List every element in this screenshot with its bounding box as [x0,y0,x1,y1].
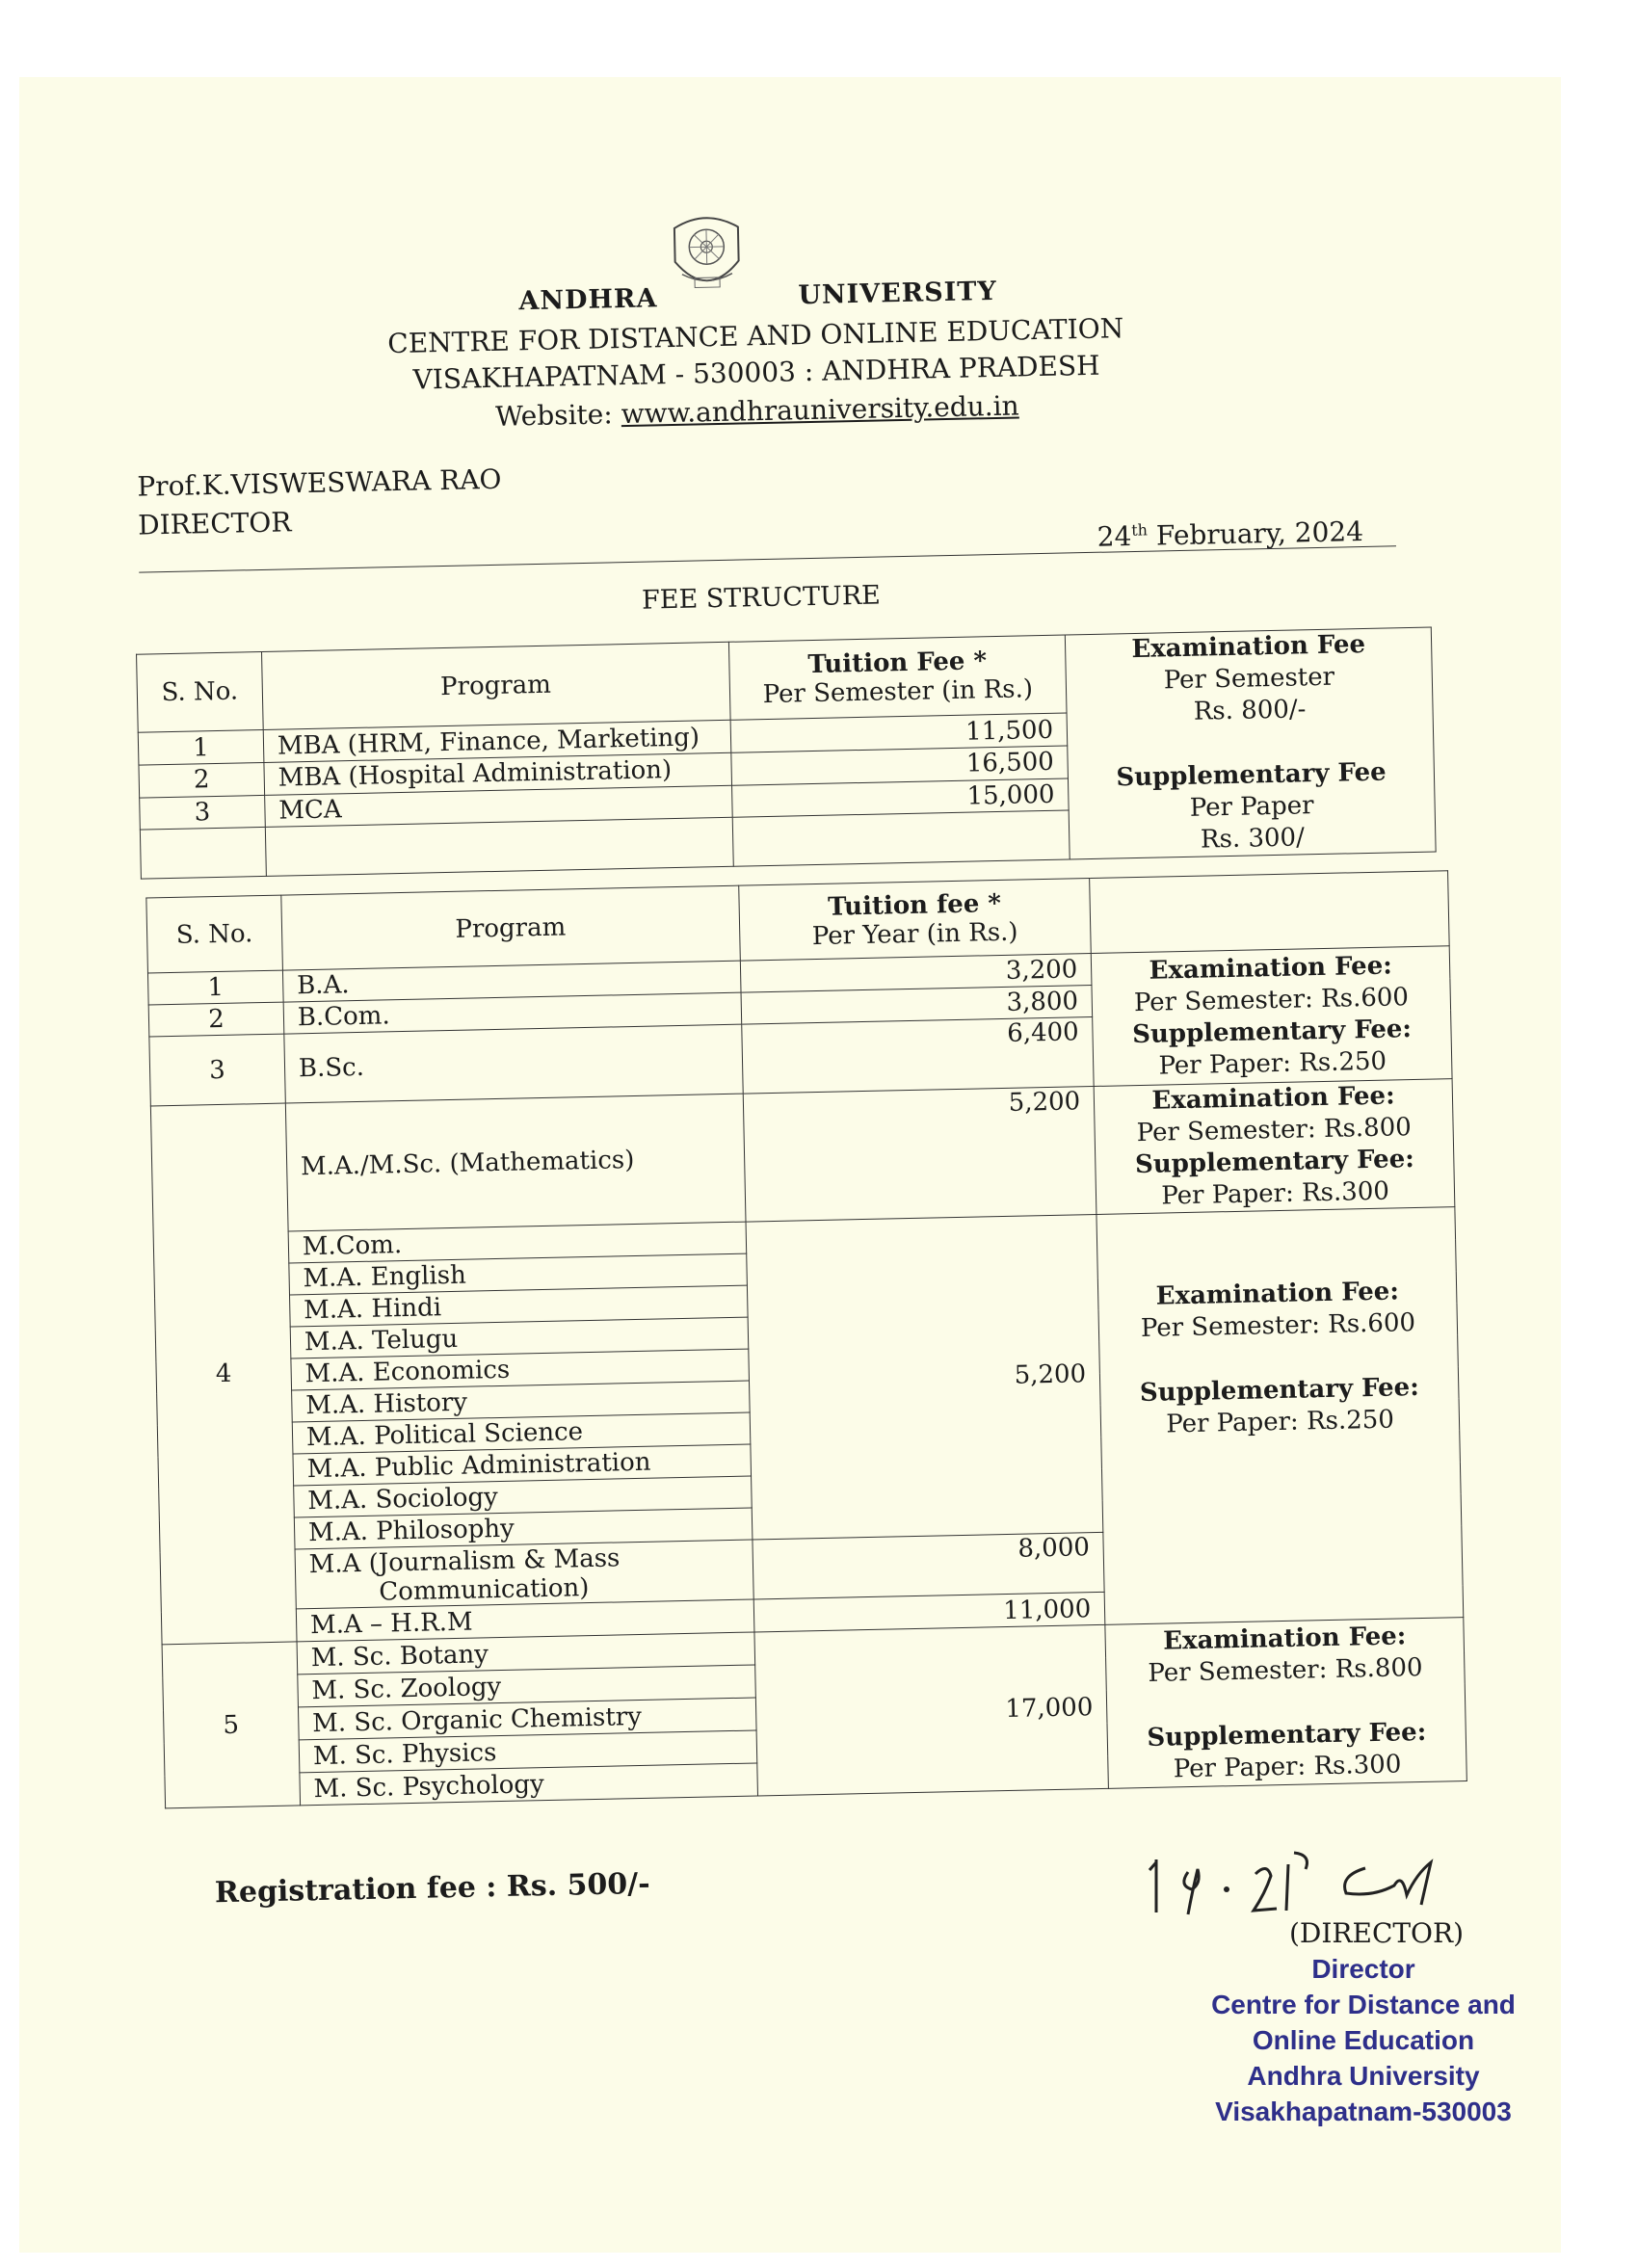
row-program: M.A. Telugu [290,1317,748,1358]
row-sno: 3 [149,1034,285,1106]
row-program: M.A – H.R.M [296,1599,753,1642]
header-tuition [728,635,1067,721]
exam-text: Per Semester: Rs.800 [1148,1652,1423,1688]
row-program: M. Sc. Zoology [298,1665,755,1707]
exam-per: Per Semester [1163,662,1335,696]
row-program: M.A. Public Administration [293,1444,751,1486]
tuition-sub: Per Semester (in Rs.) [762,674,1034,710]
row-program: M.A. Philosophy [294,1508,752,1549]
row-fee: 15,000 [731,778,1069,817]
ug-exam-fee-cell [1091,946,1452,1087]
maths-exam-fee-cell [1094,1079,1455,1215]
row-program: M.A. Sociology [294,1476,752,1517]
tuition-title: Tuition Fee * [807,646,988,680]
msc-exam-fee-cell [1105,1618,1466,1789]
row-fee: 3,200 [740,954,1092,993]
stamp-line: Andhra University [1247,2061,1480,2091]
row-fee: 11,000 [753,1592,1105,1632]
header-sno: S. No. [137,651,264,732]
row-program: MBA (Hospital Administration) [264,752,731,795]
supp-title: Supplementary Fee: [1131,1014,1413,1049]
sender-designation: DIRECTOR [137,506,292,541]
director-stamp [1151,1951,1575,2129]
exam-title: Examination Fee: [1149,950,1393,986]
tuition-sub: Per Year (in Rs.) [811,917,1018,951]
header-sno: S. No. [146,895,282,973]
exam-text: Per Semester: Rs.600 [1133,982,1410,1017]
stamp-line: Online Education [1252,2025,1475,2055]
row-fee: 8,000 [753,1532,1105,1599]
exam-title: Examination Fee: [1151,1081,1395,1116]
header-divider [139,545,1396,572]
row-sno: 3 [140,795,266,830]
exam-text: Per Semester: Rs.600 [1140,1307,1416,1343]
handwritten-signature [1142,1826,1508,1932]
supp-title: Supplementary Fee: [1134,1145,1415,1180]
centre-name: CENTRE FOR DISTANCE AND ONLINE EDUCATION [387,312,1124,360]
row-sno: 1 [138,730,264,765]
row-program: M. Sc. Organic Chemistry [298,1698,755,1740]
row-program: MBA (HRM, Finance, Marketing) [263,721,730,763]
exam-text: Per Semester: Rs.800 [1136,1113,1413,1148]
row-fee: 5,200 [743,1086,1096,1222]
exam-fee-cell [1066,627,1437,859]
row-program: M. Sc. Botany [297,1632,754,1675]
stamp-line: Centre for Distance and [1211,1990,1516,2019]
header-tuition [738,879,1091,962]
row-program: B.A. [282,961,740,1002]
date-day: 24 [1096,520,1132,553]
program-fee-table [145,870,1467,1808]
supp-text: Per Paper: Rs.250 [1158,1046,1387,1081]
journalism-line2: Communication) [379,1572,590,1607]
supp-title: Supplementary Fee: [1147,1717,1427,1753]
registration-fee: Registration fee : Rs. 500/- [214,1866,650,1911]
row-fee: 3,800 [741,986,1093,1025]
row-fee: 11,500 [730,713,1068,752]
journalism-line1: M.A (Journalism & Mass [308,1543,621,1579]
row-program: B.Com. [283,992,741,1034]
exam-title: Examination Fee [1131,629,1366,665]
row-fee: 5,200 [746,1214,1103,1540]
sender-block [137,461,503,545]
exam-title: Examination Fee: [1162,1621,1407,1656]
row-sno: 5 [162,1642,300,1808]
row-program: M.Com. [288,1222,746,1263]
row-program: M.A./M.Sc. (Mathematics) [285,1094,745,1231]
pg-professional-fee-table [136,627,1437,880]
tuition-title: Tuition fee * [827,888,1002,922]
director-label: (DIRECTOR) [1289,1917,1465,1949]
address: VISAKHAPATNAM - 530003 : ANDHRA PRADESH [412,349,1100,396]
date-rest: February, 2024 [1155,515,1364,552]
supp-amount: Rs. 300/ [1200,823,1306,855]
supp-text: Per Paper: Rs.250 [1166,1405,1395,1438]
date-suffix: th [1131,520,1149,540]
row-sno: 1 [147,970,283,1005]
row-sno: 4 [150,1103,297,1645]
university-name-right: UNIVERSITY [798,276,998,311]
row-program: M.A. English [289,1253,747,1295]
row-sno: 2 [148,1002,284,1037]
row-program: M.A. Economics [291,1349,749,1390]
supp-text: Per Paper: Rs.300 [1161,1176,1390,1211]
row-fee: 16,500 [730,746,1068,785]
row-program: B.Sc. [284,1024,743,1103]
exam-amount: Rs. 800/- [1193,695,1307,726]
university-name-left: ANDHRA [518,283,658,317]
supp-text: Per Paper: Rs.300 [1173,1749,1402,1783]
stamp-line: Director [1311,1954,1415,1984]
row-program: M.A. History [291,1381,749,1422]
supp-title: Supplementary Fee: [1139,1372,1420,1408]
header-program: Program [281,885,740,970]
university-seal-icon [666,207,747,305]
exam-title: Examination Fee: [1155,1276,1400,1311]
row-program: M. Sc. Physics [299,1730,756,1773]
sender-name: Prof.K.VISWESWARA RAO [137,462,502,503]
supp-per: Per Paper [1189,791,1314,823]
header-program: Program [261,642,729,730]
row-fee: 6,400 [741,1016,1094,1094]
row-program: M.A. Hindi [289,1285,747,1327]
stamp-line: Visakhapatnam-530003 [1215,2097,1512,2126]
pg-exam-fee-cell [1096,1207,1464,1625]
row-sno: 2 [139,762,265,797]
row-fee: 17,000 [754,1624,1109,1796]
row-program [295,1540,753,1609]
website-label: Website: [494,398,614,433]
fee-structure-title: FEE STRUCTURE [641,580,882,616]
website-link[interactable]: www.andhrauniversity.edu.in [621,389,1019,431]
row-program: MCA [265,785,732,828]
row-program: M. Sc. Psychology [300,1763,757,1806]
row-program: M.A. Political Science [292,1412,750,1454]
supp-title: Supplementary Fee [1116,757,1387,793]
